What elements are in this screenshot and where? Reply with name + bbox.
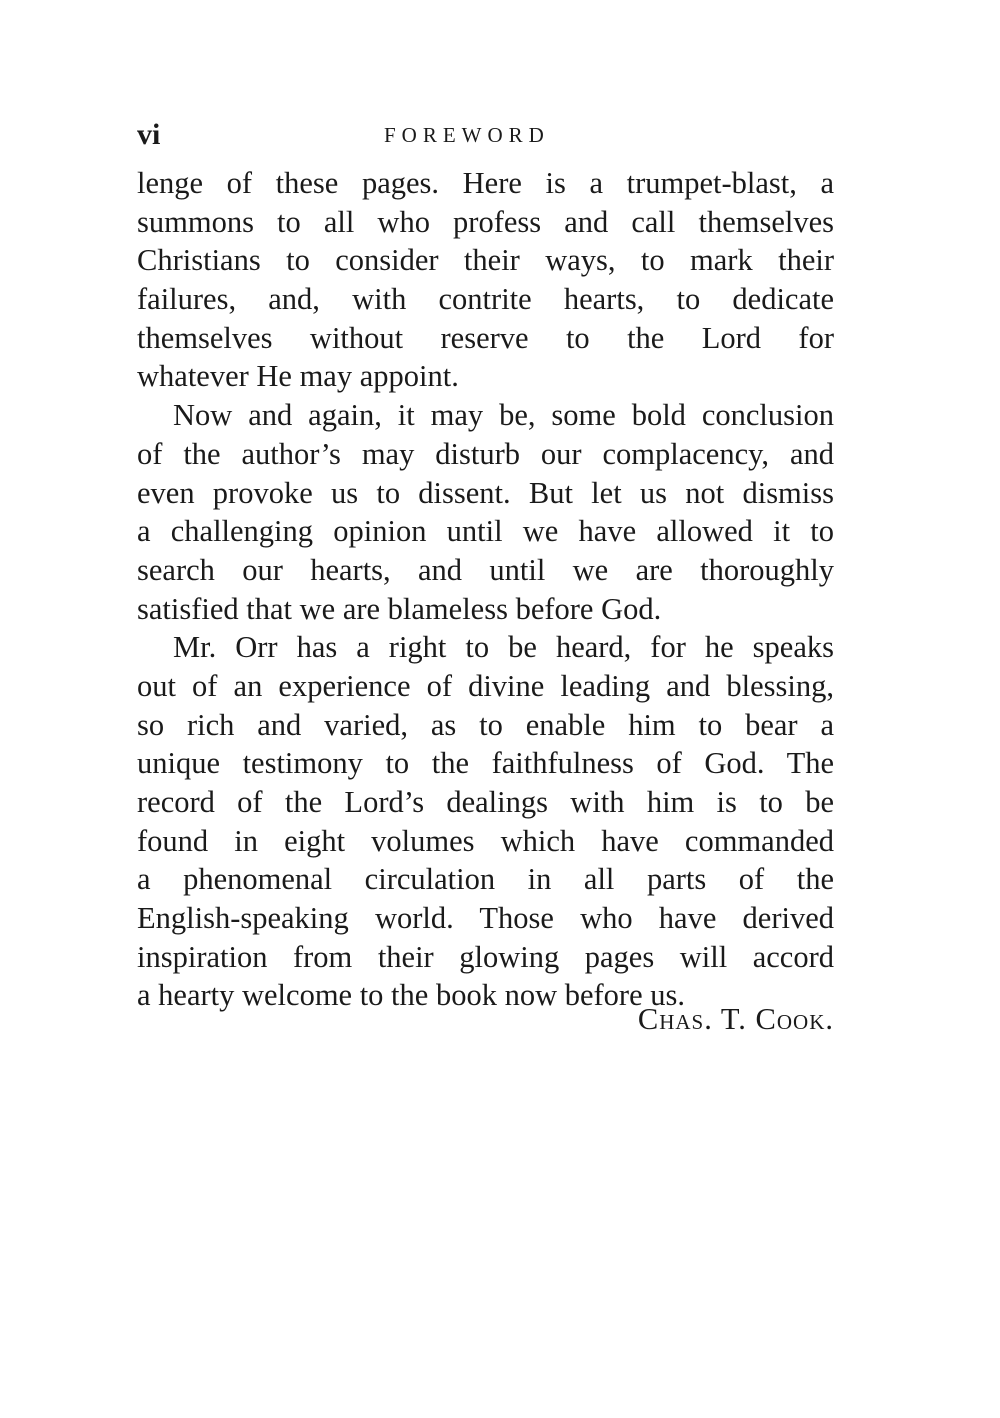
section-title: FOREWORD [384,123,550,147]
text-line: a phenomenal circulation in all parts of the [137,862,834,897]
text-line: English-speaking world. Those who have derived [137,901,834,936]
paragraph [137,164,834,396]
text-line: out of an experience of divine leading and blessing, [137,668,834,703]
text-line: themselves without reserve to the Lord for [137,320,834,355]
text-line: satisfied that we are blameless before God. [137,591,662,626]
body-text [137,164,834,1015]
text-line: whatever He may appoint. [137,359,459,394]
text-line: even provoke us to dissent. But let us not dismiss [137,475,834,510]
text-line: search our hearts, and until we are thoroughly [137,552,834,587]
text-line: found in eight volumes which have commanded [137,823,834,858]
signature: Chas. T. Cook. [637,1002,834,1036]
paragraph [137,628,834,1015]
text-line: summons to all who profess and call themselves [137,204,834,239]
page-number: vi [137,118,161,151]
text-line: lenge of these pages. Here is a trumpet-blast, a [137,166,834,200]
text-line: record of the Lord’s dealings with him is to be [137,785,834,819]
text-line: Christians to consider their ways, to mark their [137,243,834,278]
paragraph [137,396,834,628]
running-head [137,118,837,152]
text-line: Now and again, it may be, some bold conclusion [173,398,834,433]
text-line: Mr. Orr has a right to be heard, for he speaks [173,630,834,665]
text-line: so rich and varied, as to enable him to bear a [137,707,834,742]
text-line: inspiration from their glowing pages will accord [137,939,834,974]
text-line: of the author’s may disturb our complacency, and [137,436,834,471]
text-line: unique testimony to the faithfulness of God. The [137,746,834,781]
text-line: a challenging opinion until we have allowed it to [137,514,834,549]
text-line: failures, and, with contrite hearts, to dedicate [137,282,834,317]
text-line: a hearty welcome to the book now before us. [137,978,685,1013]
